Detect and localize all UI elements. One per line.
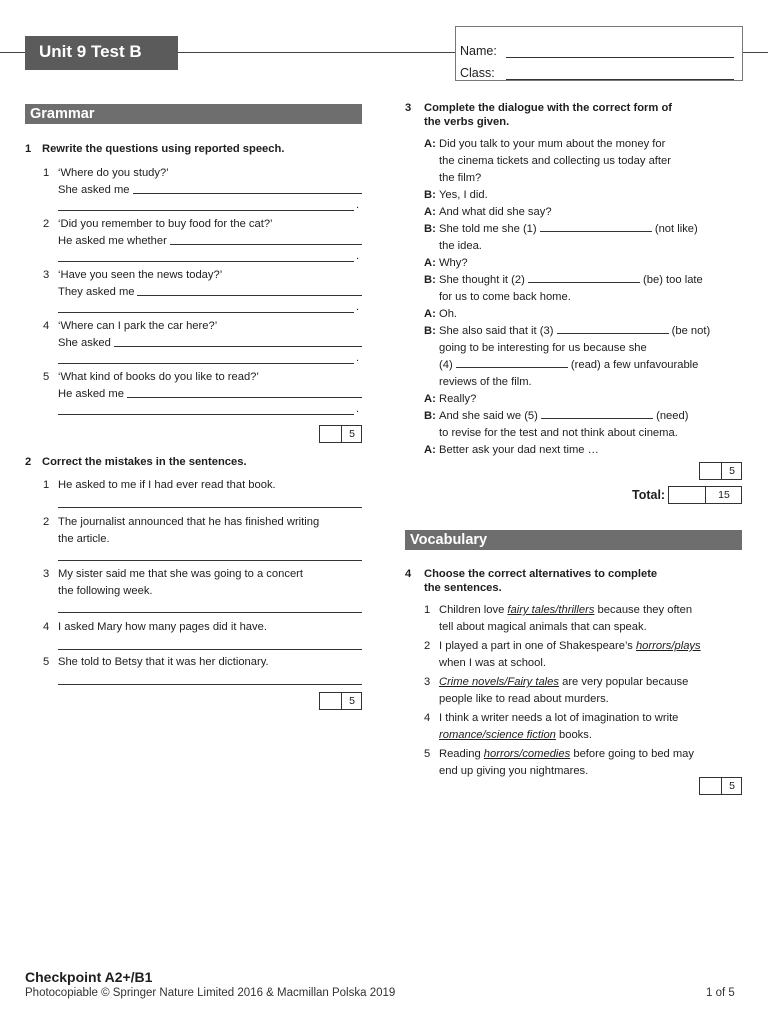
alternatives-choice[interactable]: Crime novels/Fairy tales	[439, 676, 559, 688]
answer-line[interactable]	[58, 507, 362, 508]
item-line2	[439, 763, 588, 780]
speaker-label: A:	[424, 393, 436, 405]
item-text: Children love	[439, 604, 508, 616]
q1-score-max: 5	[349, 428, 355, 440]
item-sentence: My sister said me that she was going to a concert	[58, 568, 303, 580]
gap-field[interactable]	[528, 272, 640, 283]
dialogue-line	[424, 425, 744, 442]
dialogue-text	[439, 340, 647, 357]
item-question: ‘Did you remember to buy food for the cat?’	[58, 218, 273, 230]
q3-instruction-line1: Complete the dialogue with the correct form of	[424, 102, 673, 114]
dialogue-text-part: going to be interesting for us because she	[439, 342, 647, 354]
dialogue-line	[424, 255, 744, 272]
name-field[interactable]	[506, 44, 734, 58]
dialogue-line	[424, 357, 744, 374]
dialogue-line	[424, 340, 744, 357]
dialogue-text	[439, 357, 698, 374]
dialogue-text	[439, 255, 468, 272]
dialogue-text	[439, 289, 571, 306]
item-sentence: She told to Betsy that it was her dictionary.	[58, 656, 269, 668]
speaker-label: B:	[424, 410, 436, 422]
dialogue-line	[424, 442, 744, 459]
footer-title: Checkpoint A2+/B1	[25, 969, 153, 985]
speaker-label: A:	[424, 138, 436, 150]
dialogue-text-part: to revise for the test and not think about cinema.	[439, 427, 678, 439]
page-number: 1 of 5	[706, 987, 735, 999]
speaker-label: A:	[424, 206, 436, 218]
q3-score-max: 5	[729, 465, 735, 477]
dialogue-text-part: And what did she say?	[439, 206, 552, 218]
answer-line[interactable]	[58, 363, 354, 364]
answer-line[interactable]	[58, 684, 362, 685]
q2-score-box[interactable]	[319, 692, 362, 710]
dialogue-text	[439, 153, 671, 170]
item-number: 3	[43, 568, 50, 580]
dialogue-line	[424, 221, 744, 238]
dialogue-text-part: She thought it (2)	[439, 274, 525, 286]
dialogue-text	[439, 136, 665, 153]
item-line2	[439, 655, 546, 672]
name-label: Name:	[460, 44, 497, 58]
dialogue-text	[439, 221, 698, 238]
item-question: ‘What kind of books do you like to read?’	[58, 371, 259, 383]
total-label: Total:	[632, 488, 666, 502]
dialogue-text	[439, 408, 688, 425]
alternatives-choice[interactable]: horrors/plays	[635, 640, 701, 652]
item-text: Reading	[439, 748, 484, 760]
item-number: 5	[43, 656, 50, 668]
dialogue-line	[424, 204, 744, 221]
item-number: 5	[43, 371, 50, 383]
answer-line[interactable]	[58, 261, 354, 262]
dialogue-text-part: Did you talk to your mum about the money for	[439, 138, 666, 150]
speaker-label: A:	[424, 257, 436, 269]
dialogue-line	[424, 136, 744, 153]
item-sentence: The journalist announced that he has finished writing	[58, 516, 320, 528]
dialogue-text	[439, 238, 482, 255]
vocabulary-heading: Vocabulary	[405, 530, 742, 550]
item-text: are very popular because	[559, 676, 689, 688]
dialogue-text-part: Why?	[439, 257, 468, 269]
dialogue-line	[424, 408, 744, 425]
verb-prompt: (read) a few unfavourable	[570, 359, 699, 371]
q4-number: 4	[405, 568, 412, 580]
item-text: tell about magical animals that can speak.	[439, 621, 647, 633]
gap-field[interactable]	[456, 357, 568, 368]
dialogue-text-part: Really?	[439, 393, 477, 405]
item-text: when I was at school.	[439, 657, 546, 669]
dialogue-text-part: the cinema tickets and collecting us today after	[439, 155, 671, 167]
q2-score-max: 5	[349, 695, 355, 707]
dialogue-text-part: She also said that it (3)	[439, 325, 554, 337]
unit-title: Unit 9 Test B	[25, 36, 178, 70]
answer-line[interactable]	[58, 312, 354, 313]
q1-score-box[interactable]	[319, 425, 362, 443]
dialogue-text	[439, 374, 532, 391]
dialogue-text	[439, 323, 710, 340]
answer-line[interactable]	[58, 414, 354, 415]
item-stem: They asked me	[58, 286, 135, 298]
q4-score-max: 5	[729, 780, 735, 792]
answer-line[interactable]	[58, 560, 362, 561]
item-number: 1	[424, 604, 431, 616]
item-stem: She asked	[58, 337, 111, 349]
q3-number: 3	[405, 102, 412, 114]
answer-line[interactable]	[127, 397, 362, 398]
item-line2	[439, 619, 647, 636]
speaker-label: B:	[424, 189, 436, 201]
item-line1	[439, 674, 688, 691]
dialogue-text	[439, 306, 457, 323]
speaker-label: A:	[424, 444, 436, 456]
item-text: before going to bed may	[570, 748, 695, 760]
dialogue-line	[424, 323, 744, 340]
item-number: 2	[43, 516, 50, 528]
answer-line[interactable]	[58, 649, 362, 650]
gap-field[interactable]	[540, 221, 652, 232]
dialogue-text	[439, 204, 552, 221]
dialogue-line	[424, 272, 744, 289]
item-text: I think a writer needs a lot of imagination to write	[439, 712, 679, 724]
total-score-box[interactable]	[668, 486, 742, 504]
item-line1	[439, 746, 694, 763]
alternatives-choice[interactable]: horrors/comedies	[483, 748, 571, 760]
item-number: 4	[424, 712, 431, 724]
q4-score-box[interactable]	[699, 777, 742, 795]
item-number: 2	[43, 218, 50, 230]
verb-prompt: (need)	[656, 410, 689, 422]
item-text: I played a part in one of Shakespeare’s	[439, 640, 636, 652]
dialogue-text	[439, 187, 488, 204]
list-item	[424, 602, 744, 638]
full-stop: .	[356, 301, 360, 313]
item-question: ‘Where can I park the car here?’	[58, 320, 218, 332]
dialogue-line	[424, 391, 744, 408]
full-stop: .	[356, 250, 360, 262]
dialogue-line	[424, 170, 744, 187]
dialogue-text	[439, 391, 476, 408]
dialogue-text-part: (4)	[439, 359, 453, 371]
dialogue-text-part: the film?	[439, 172, 482, 184]
full-stop: .	[356, 403, 360, 415]
item-question: ‘Where do you study?’	[58, 167, 169, 179]
item-question: ‘Have you seen the news today?’	[58, 269, 223, 281]
dialogue-line	[424, 238, 744, 255]
item-number: 1	[43, 167, 50, 179]
dialogue-text-part: Better ask your dad next time …	[439, 444, 599, 456]
item-number: 3	[424, 676, 431, 688]
gap-field[interactable]	[557, 323, 669, 334]
item-number: 3	[43, 269, 50, 281]
q3-instruction-line2: the verbs given.	[424, 116, 510, 128]
item-text: because they often	[594, 604, 693, 616]
grammar-heading: Grammar	[25, 104, 362, 124]
q4-instruction-line1: Choose the correct alternatives to complete	[424, 568, 658, 580]
dialogue-line	[424, 289, 744, 306]
class-label: Class:	[460, 66, 495, 80]
full-stop: .	[356, 352, 360, 364]
item-line1	[439, 710, 678, 727]
dialogue-text	[439, 170, 481, 187]
dialogue-text	[439, 425, 678, 442]
item-text: people like to read about murders.	[439, 693, 609, 705]
item-line2	[439, 727, 592, 744]
gap-field[interactable]	[541, 408, 653, 419]
list-item	[43, 514, 363, 554]
item-stem: She asked me	[58, 184, 130, 196]
list-item	[424, 674, 744, 710]
alternatives-choice[interactable]: romance/science fiction	[439, 729, 556, 741]
item-line2	[439, 691, 609, 708]
answer-line[interactable]	[170, 244, 362, 245]
dialogue-text-part: And she said we (5)	[439, 410, 538, 422]
item-sentence-cont: the following week.	[58, 585, 153, 597]
item-sentence: I asked Mary how many pages did it have.	[58, 621, 267, 633]
dialogue-text-part: for us to come back home.	[439, 291, 571, 303]
list-item	[43, 477, 363, 517]
item-number: 4	[43, 320, 50, 332]
speaker-label: B:	[424, 325, 436, 337]
dialogue-line	[424, 374, 744, 391]
list-item	[43, 619, 363, 659]
dialogue-line	[424, 187, 744, 204]
dialogue-text	[439, 272, 703, 289]
footer-copyright: Photocopiable © Springer Nature Limited 2016 & Macmillan Polska 2019	[25, 987, 396, 999]
q3-score-box[interactable]	[699, 462, 742, 480]
list-item	[424, 638, 744, 674]
item-number: 2	[424, 640, 431, 652]
item-stem: He asked me whether	[58, 235, 167, 247]
q2-number: 2	[25, 456, 32, 468]
item-sentence-cont: the article.	[58, 533, 110, 545]
item-stem: He asked me	[58, 388, 124, 400]
item-text: books.	[555, 729, 592, 741]
speaker-label: A:	[424, 308, 436, 320]
item-line1	[439, 602, 692, 619]
dialogue-line	[424, 153, 744, 170]
name-class-box	[455, 26, 743, 81]
dialogue-text-part: Oh.	[439, 308, 458, 320]
list-item	[43, 566, 363, 606]
q1-instruction: Rewrite the questions using reported speech.	[42, 143, 285, 155]
dialogue-text-part: She told me she (1)	[439, 223, 537, 235]
speaker-label: B:	[424, 274, 436, 286]
item-number: 4	[43, 621, 50, 633]
dialogue-text-part: Yes, I did.	[439, 189, 488, 201]
dialogue-text	[439, 442, 599, 459]
answer-line[interactable]	[133, 193, 362, 194]
q4-instruction-line2: the sentences.	[424, 582, 502, 594]
dialogue-line	[424, 306, 744, 323]
full-stop: .	[356, 199, 360, 211]
answer-line[interactable]	[114, 346, 362, 347]
class-field[interactable]	[506, 66, 734, 80]
item-sentence: He asked to me if I had ever read that book.	[58, 479, 276, 491]
list-item	[43, 654, 363, 694]
dialogue-text-part: the idea.	[439, 240, 482, 252]
answer-line[interactable]	[58, 210, 354, 211]
alternatives-choice[interactable]: fairy tales/thrillers	[507, 604, 595, 616]
item-line1	[439, 638, 701, 655]
total-score-max: 15	[718, 489, 730, 501]
item-number: 1	[43, 479, 50, 491]
list-item	[424, 710, 744, 746]
item-number: 5	[424, 748, 431, 760]
answer-line[interactable]	[58, 612, 362, 613]
speaker-label: B:	[424, 223, 436, 235]
dialogue-text-part: reviews of the film.	[439, 376, 532, 388]
answer-line[interactable]	[137, 295, 362, 296]
q2-instruction: Correct the mistakes in the sentences.	[42, 456, 247, 468]
q1-number: 1	[25, 143, 32, 155]
verb-prompt: (not like)	[654, 223, 698, 235]
item-text: end up giving you nightmares.	[439, 765, 589, 777]
list-item	[424, 746, 744, 782]
verb-prompt: (be not)	[671, 325, 711, 337]
verb-prompt: (be) too late	[643, 274, 703, 286]
